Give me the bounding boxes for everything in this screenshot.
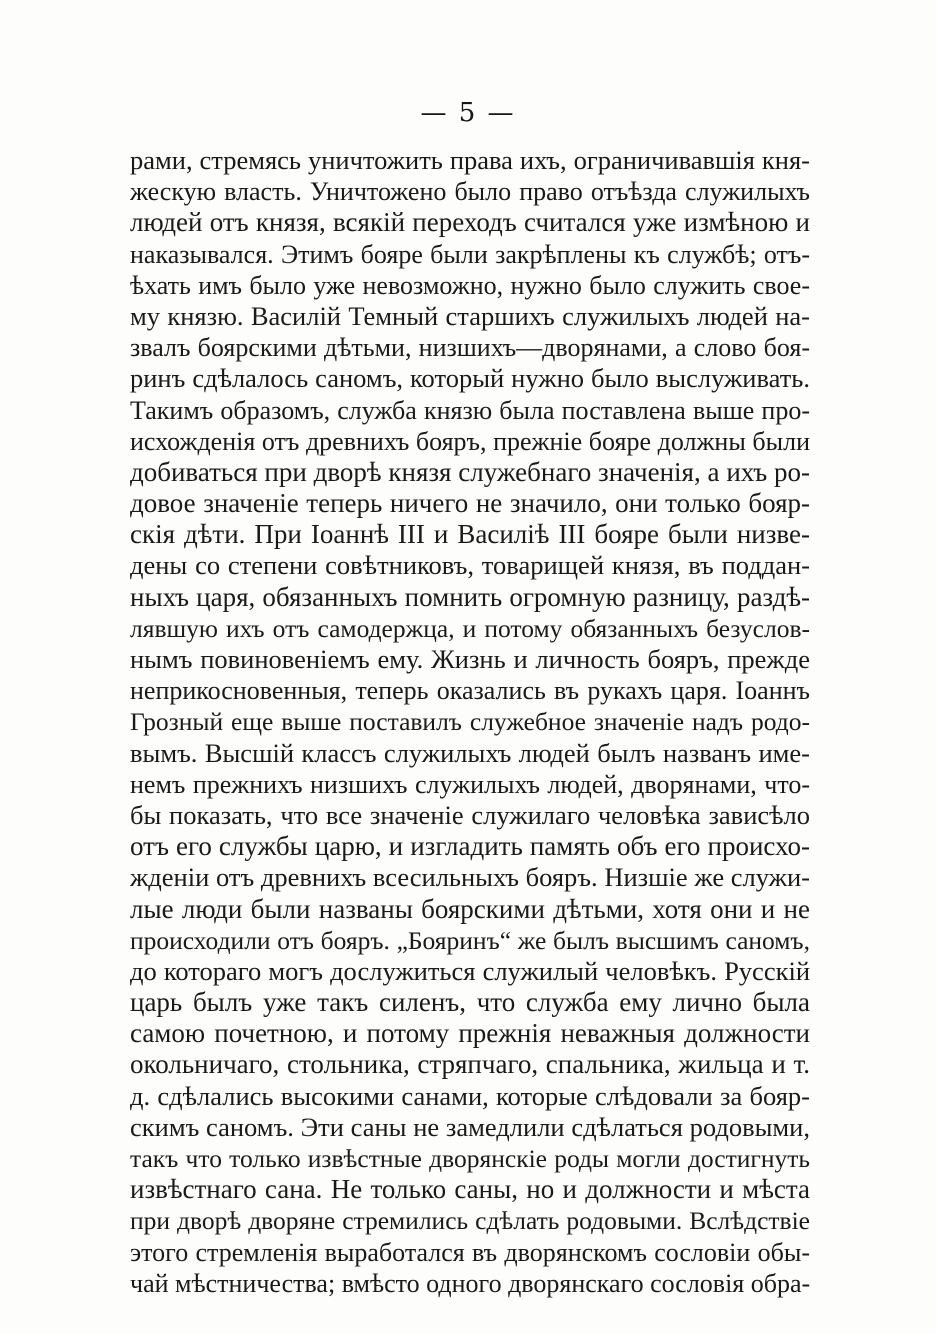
text-line: ныхъ царя, обязанныхъ помнить огромную разницу, раздѣ- <box>130 581 810 612</box>
page-number: — 5 — <box>420 98 516 128</box>
text-line: му князю. Василій Темный старшихъ служилыхъ людей на- <box>130 300 810 331</box>
text-line: отъ его службы царю, и изгладить память объ его происхо- <box>130 831 810 862</box>
text-line: людей отъ князя, всякій переходъ считался уже измѣною и <box>130 207 810 238</box>
body-text <box>130 145 810 1299</box>
text-line: вымъ. Высшій классъ служилыхъ людей былъ названъ име- <box>130 737 810 768</box>
text-line: окольничаго, стольника, стряпчаго, спальника, жильца и т. <box>130 1049 810 1080</box>
text-line: самою почетною, и потому прежнія неважныя должности <box>130 1018 810 1049</box>
text-line: исхожденія отъ древнихъ бояръ, прежніе бояре должны были <box>130 426 810 456</box>
text-line: звалъ боярскими дѣтьми, низшихъ—дворянами, а слово боя- <box>130 333 810 363</box>
text-line: скія дѣти. При Іоаннѣ III и Василіѣ III бояре были низве- <box>130 519 810 550</box>
text-line: д. сдѣлались высокими санами, которые слѣдовали за бояр- <box>130 1080 810 1111</box>
text-line: этого стремленія выработался въ дворянскомъ сословіи обы- <box>130 1237 810 1267</box>
text-line: неприкосновенныя, теперь оказались въ рукахъ царя. Іоаннъ <box>130 676 810 706</box>
text-line: Грозный еще выше поставилъ служебное значеніе надъ родо- <box>130 707 810 737</box>
text-line: при дворѣ дворяне стремились сдѣлать родовыми. Вслѣдствіе <box>130 1206 810 1236</box>
text-line: немъ прежнихъ низшихъ служилыхъ людей, дворянами, что- <box>130 769 810 799</box>
text-line: дены со степени совѣтниковъ, товарищей князя, въ поддан- <box>130 550 810 581</box>
text-line: довое значеніе теперь ничего не значило, они только бояр- <box>130 488 810 519</box>
text-line: ѣхать имъ было уже невозможно, нужно было служить свое- <box>130 270 810 300</box>
text-line: рами, стремясь уничтожить права ихъ, ограничивавшія кня- <box>130 145 810 175</box>
text-line: ринъ сдѣлалось саномъ, который нужно было выслуживать. <box>130 363 810 394</box>
text-line: царь былъ уже такъ силенъ, что служба ему лично была <box>130 987 810 1018</box>
text-line: лые люди были названы боярскими дѣтьми, хотя они и не <box>130 893 810 924</box>
text-line: добиваться при дворѣ князя служебнаго значенія, а ихъ ро- <box>130 456 810 487</box>
text-line: бы показать, что все значеніе служилаго человѣка зависѣло <box>130 799 810 830</box>
text-line: нымъ повиновеніемъ ему. Жизнь и личность бояръ, прежде <box>130 644 810 674</box>
text-line: наказывался. Этимъ бояре были закрѣплены къ службѣ; отъ- <box>130 239 810 269</box>
text-line: скимъ саномъ. Эти саны не замедлили сдѣлаться родовыми, <box>130 1111 810 1142</box>
text-line: Такимъ образомъ, служба князю была поставлена выше про- <box>130 395 810 425</box>
text-line: жденіи отъ древнихъ всесильныхъ бояръ. Низшіе же служи- <box>130 862 810 893</box>
text-line: происходили отъ бояръ. „Бояринъ“ же былъ высшимъ саномъ, <box>130 925 810 955</box>
text-line: лявшую ихъ отъ самодержца, и потому обязанныхъ безуслов- <box>130 613 810 643</box>
text-line: чай мѣстничества; вмѣсто одного дворянскаго сословія обра- <box>130 1268 810 1298</box>
text-line: извѣстнаго сана. Не только саны, но и должности и мѣста <box>130 1174 810 1205</box>
text-line: такъ что только извѣстные дворянскіе роды могли достигнуть <box>130 1144 810 1173</box>
text-line: жескую власть. Уничтожено было право отъѣзда служилыхъ <box>130 177 810 207</box>
text-line: до котораго могъ дослужиться служилый человѣкъ. Русскій <box>130 955 810 986</box>
